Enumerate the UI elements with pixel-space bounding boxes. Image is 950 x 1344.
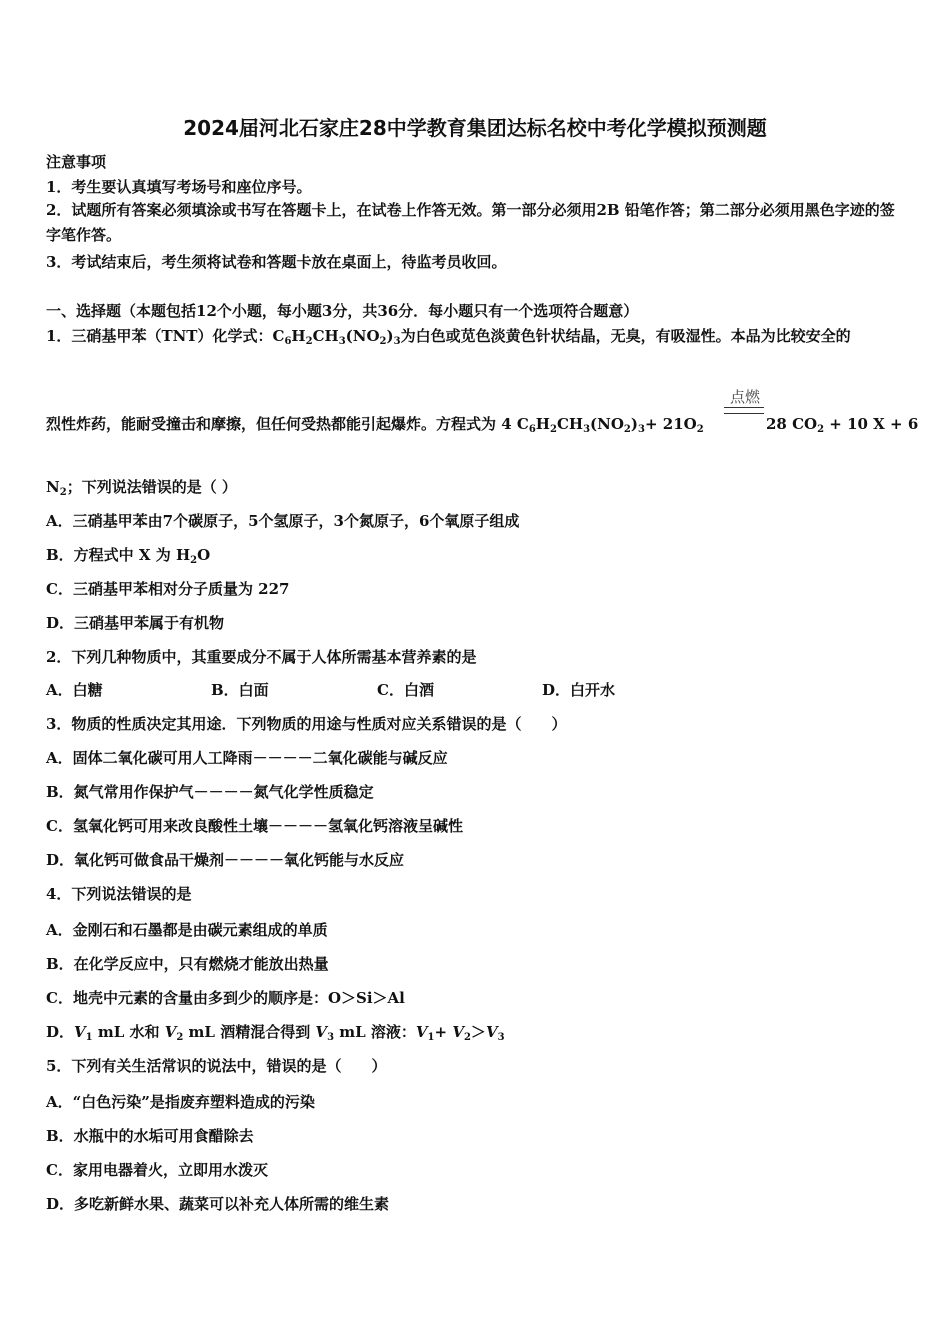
q1-stem-line2 [46, 414, 704, 440]
q4-option-c: C．地壳中元素的含量由多到少的顺序是：O＞Si＞Al [46, 989, 405, 1007]
q3-option-c: C．氢氧化钙可用来改良酸性土壤－－－－氢氧化钙溶液呈碱性 [46, 817, 463, 835]
q3-option-d: D．氧化钙可做食品干燥剂－－－－氧化钙能与水反应 [46, 851, 405, 869]
q2-option-a: A．白糖 [46, 681, 103, 699]
q1-stem-line1 [46, 326, 851, 352]
notice-item-2: 2．试题所有答案必须填涂或书写在答题卡上，在试卷上作答无效。第一部分必须用2B 铅笔作答；第二部分必须用黑色字迹的签字笔作答。 [46, 201, 895, 244]
q5-option-d: D．多吃新鲜水果、蔬菜可以补充人体所需的维生素 [46, 1195, 390, 1213]
q2-option-b: B．白面 [211, 681, 269, 699]
q2-option-d: D．白开水 [542, 681, 616, 699]
q2-options [46, 680, 615, 700]
section-heading: 一、选择题（本题包括12个小题，每小题3分，共36分．每小题只有一个选项符合题意） [46, 302, 639, 320]
q1-formula: $C_6H_2CH_3(NO_2)_3$ [272, 327, 401, 347]
q5-option-c: C．家用电器着火，立即用水泼灭 [46, 1161, 268, 1179]
q1-line2-text: 烈性炸药，能耐受撞击和摩擦，但任何受热都能引起爆炸。方程式为 4 $C_6H_2CH_3(NO_2)_3+ 21O_2$ [46, 415, 704, 435]
q5-stem: 5．下列有关生活常识的说法中，错误的是（ ） [46, 1057, 387, 1075]
q1-products: 28 $CO_2 + 10$ X + 6 [766, 415, 919, 435]
q5-option-b: B．水瓶中的水垢可用食醋除去 [46, 1127, 254, 1145]
q1-stem-b: 为白色或苋色淡黄色针状结晶，无臭，有吸湿性。本品为比较安全的 [400, 327, 851, 345]
q5-option-a: A．“白色污染”是指废弃塑料造成的污染 [46, 1093, 315, 1111]
q4-option-a: A．金刚石和石墨都是由碳元素组成的单质 [46, 921, 328, 939]
notice-item-3: 3．考试结束后，考生须将试卷和答题卡放在桌面上，待监考员收回。 [46, 253, 507, 271]
q4-stem: 4．下列说法错误的是 [46, 885, 192, 903]
q2-stem: 2．下列几种物质中，其重要成分不属于人体所需基本营养素的是 [46, 648, 477, 666]
equation-condition: 点燃 [729, 388, 760, 406]
q3-option-b: B．氮气常用作保护气－－－－氮气化学性质稳定 [46, 783, 374, 801]
q1-option-c: C．三硝基甲苯相对分子质量为 227 [46, 580, 290, 598]
q1-option-a: A．三硝基甲苯由7个碳原子，5个氢原子，3个氮原子，6个氧原子组成 [46, 512, 520, 530]
equation-equals-sign [724, 407, 764, 414]
q1-stem-a: 1．三硝基甲苯（TNT）化学式： [46, 327, 273, 345]
page-title: 2024届河北石家庄28中学教育集团达标名校中考化学模拟预测题 [183, 116, 767, 140]
q2-option-c: C．白酒 [377, 681, 434, 699]
notice-item-1: 1．考生要认真填写考场号和座位序号。 [46, 178, 312, 196]
q3-option-a: A．固体二氧化碳可用人工降雨－－－－二氧化碳能与碱反应 [46, 749, 448, 767]
q1-option-d: D．三硝基甲苯属于有机物 [46, 614, 225, 632]
q3-stem: 3．物质的性质决定其用途．下列物质的用途与性质对应关系错误的是（ ） [46, 715, 567, 733]
q4-option-b: B．在化学反应中，只有燃烧才能放出热量 [46, 955, 329, 973]
notice-heading: 注意事项 [46, 153, 107, 171]
q1-stem-line3: $N_2$；下列说法错误的是（ ） [46, 478, 237, 498]
q4-option-d: D．$V_1$ mL 水和 $V_2$ mL 酒精混合得到 $V_3$ mL 溶液：$V_1+ V_2>V_3$ [46, 1023, 505, 1043]
q1-option-b: B．方程式中 X 为 $H_2O$ [46, 546, 211, 566]
